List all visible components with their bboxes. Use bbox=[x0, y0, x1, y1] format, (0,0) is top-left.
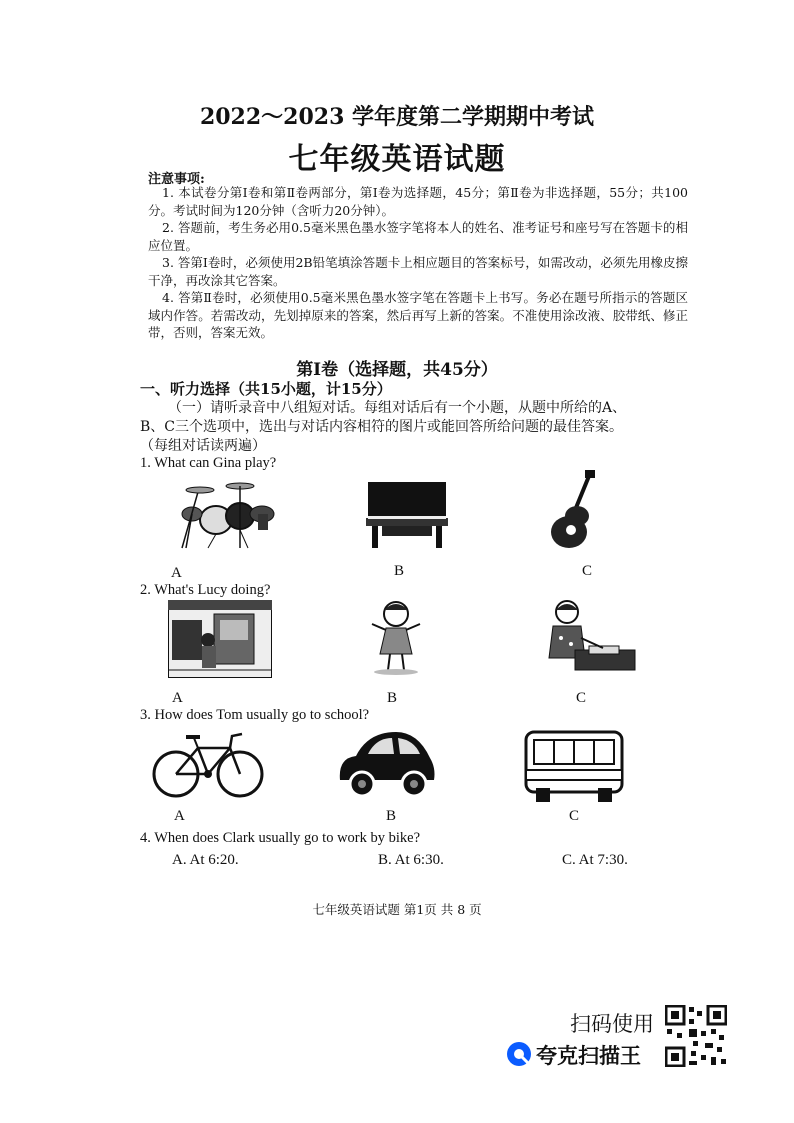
bicycle-icon bbox=[152, 728, 264, 800]
instruction-line: B、C三个选项中，选出与对话内容相符的图片或能回答所给问题的最佳答案。 bbox=[140, 419, 623, 435]
brand-name: 夸克扫描王 bbox=[536, 1044, 641, 1068]
option-label: B bbox=[386, 808, 397, 824]
option-label: A bbox=[174, 808, 185, 824]
option-label: A bbox=[172, 690, 183, 706]
bus-icon bbox=[522, 728, 626, 806]
note-item: 1. 本试卷分第Ⅰ卷和第Ⅱ卷两部分，第Ⅰ卷为选择题，45分；第Ⅱ卷为非选择题，55分；共100分。考试时间为120分钟（含听力20分钟）。 bbox=[148, 185, 688, 218]
dancing-girl-icon bbox=[366, 598, 426, 676]
note-item: 3. 答第Ⅰ卷时，必须使用2B铅笔填涂答题卡上相应题目的答案标号，如需改动，必须先用橡皮擦干净，再改涂其它答案。 bbox=[148, 255, 688, 288]
note-item: 4. 答第Ⅱ卷时，必须使用0.5毫米黑色墨水签字笔在答题卡上书写。务必在题号所指示的答题区域内作答。若需改动，先划掉原来的答案，然后再写上新的答案。不准使用涂改液、胶带纸、修正带，否则，答案无效。 bbox=[148, 290, 688, 340]
notes-heading: 注意事项: bbox=[148, 172, 205, 187]
option-label: C bbox=[582, 563, 593, 579]
piano-icon bbox=[362, 478, 452, 550]
note-item: 2. 答题前，考生务必用0.5毫米黑色墨水签字笔将本人的姓名、准考证号和座号写在答题卡的相应位置。 bbox=[148, 220, 688, 253]
exam-title: 2022～2023 学年度第二学期期中考试 bbox=[199, 104, 595, 130]
option-label: C bbox=[576, 690, 587, 706]
instruction-line: （一）请听录音中八组短对话。每组对话后有一个小题，从题中所给的A、 bbox=[168, 400, 627, 416]
option-a: A. At 6:20. bbox=[172, 852, 239, 868]
option-label: C bbox=[569, 808, 580, 824]
notes-list bbox=[148, 184, 688, 342]
question-3: 3. How does Tom usually go to school? bbox=[140, 707, 370, 723]
quark-logo-icon bbox=[506, 1041, 532, 1067]
instructions bbox=[140, 399, 685, 456]
option-label: A bbox=[171, 565, 182, 581]
part-title: 一、听力选择（共15小题，计15分） bbox=[140, 380, 392, 398]
instruction-line: （每组对话读两遍） bbox=[140, 438, 266, 454]
drawing-girl-icon bbox=[545, 598, 637, 676]
option-label: B bbox=[394, 563, 405, 579]
scan-prompt: 扫码使用 bbox=[570, 1012, 654, 1036]
option-c: C. At 7:30. bbox=[562, 852, 628, 868]
question-2: 2. What's Lucy doing? bbox=[140, 582, 271, 598]
section-title: 第Ⅰ卷（选择题，共45分） bbox=[296, 360, 498, 380]
page-footer: 七年级英语试题 第1页 共 8 页 bbox=[312, 902, 482, 917]
question-4: 4. When does Clark usually go to work by bike? bbox=[140, 830, 421, 846]
drum-kit-icon bbox=[178, 478, 278, 550]
question-1: 1. What can Gina play? bbox=[140, 455, 277, 471]
guitar-icon bbox=[545, 470, 605, 552]
car-icon bbox=[334, 728, 438, 800]
option-b: B. At 6:30. bbox=[378, 852, 444, 868]
exam-subtitle: 七年级英语试题 bbox=[288, 142, 506, 177]
cleaning-room-icon bbox=[168, 600, 272, 678]
option-label: B bbox=[387, 690, 398, 706]
qr-code-icon[interactable] bbox=[665, 1005, 727, 1067]
